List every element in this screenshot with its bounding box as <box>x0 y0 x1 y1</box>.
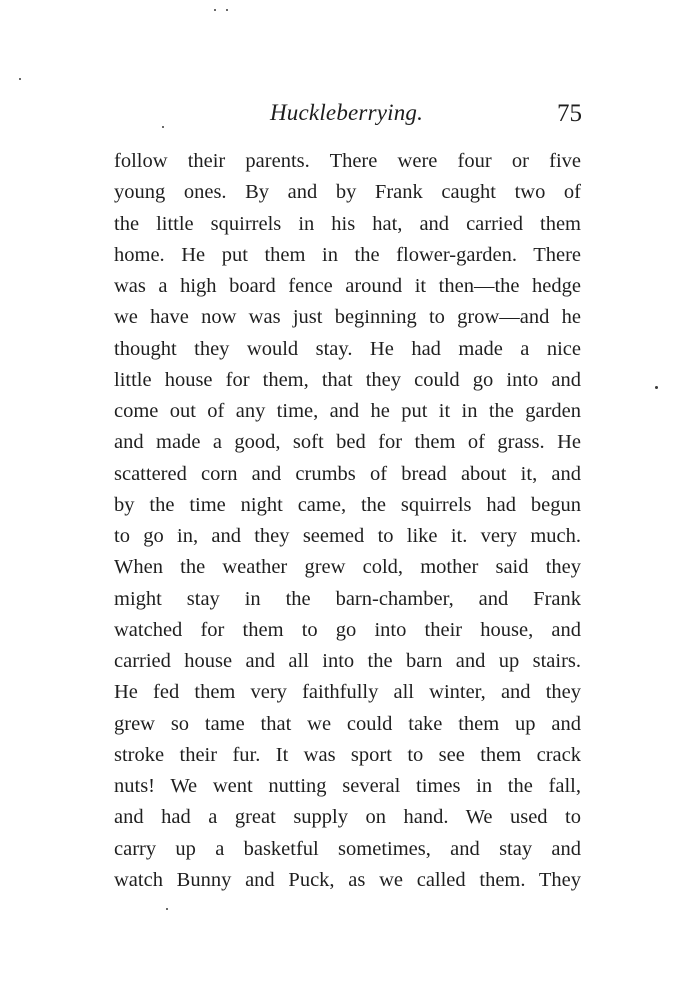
ink-speck <box>166 908 168 910</box>
text-line: we have now was just beginning to grow—and he <box>114 306 581 329</box>
text-line: scattered corn and crumbs of bread about it, and <box>114 462 581 485</box>
text-line: follow their parents. There were four or five <box>114 150 581 172</box>
text-line: home. He put them in the flower-garden. There <box>114 243 581 266</box>
ink-speck <box>655 386 658 389</box>
text-line: grew so tame that we could take them up and <box>114 712 581 735</box>
text-line: carried house and all into the barn and up stairs. <box>114 650 581 672</box>
text-line: stroke their fur. It was sport to see them crack <box>114 743 581 766</box>
ink-speck <box>226 9 228 11</box>
text-line: thought they would stay. He had made a nice <box>114 337 581 360</box>
ink-speck <box>19 78 21 80</box>
page-number: 75 <box>557 100 582 127</box>
body-paragraph <box>114 146 581 896</box>
text-line: the little squirrels in his hat, and carried them <box>114 212 581 235</box>
text-line: and made a good, soft bed for them of grass. He <box>114 431 581 454</box>
text-line: He fed them very faithfully all winter, and they <box>114 681 581 704</box>
text-line: nuts! We went nutting several times in the fall, <box>114 775 581 797</box>
text-line: When the weather grew cold, mother said they <box>114 556 581 579</box>
text-line: was a high board fence around it then—the hedge <box>114 275 581 297</box>
ink-speck <box>214 9 216 11</box>
text-line: might stay in the barn-chamber, and Frank <box>114 587 581 610</box>
text-line: little house for them, that they could go into and <box>114 368 581 391</box>
text-line: by the time night came, the squirrels had begun <box>114 493 581 516</box>
ink-speck <box>162 126 164 128</box>
text-line: and had a great supply on hand. We used to <box>114 806 581 829</box>
text-line: come out of any time, and he put it in the garden <box>114 400 581 422</box>
text-line: to go in, and they seemed to like it. very much. <box>114 525 581 547</box>
text-line: carry up a basketful sometimes, and stay and <box>114 837 581 860</box>
text-line: watched for them to go into their house, and <box>114 618 581 641</box>
running-title: Huckleberrying. <box>270 100 424 125</box>
text-line: young ones. By and by Frank caught two of <box>114 181 581 204</box>
text-line: watch Bunny and Puck, as we called them. They <box>114 868 581 891</box>
